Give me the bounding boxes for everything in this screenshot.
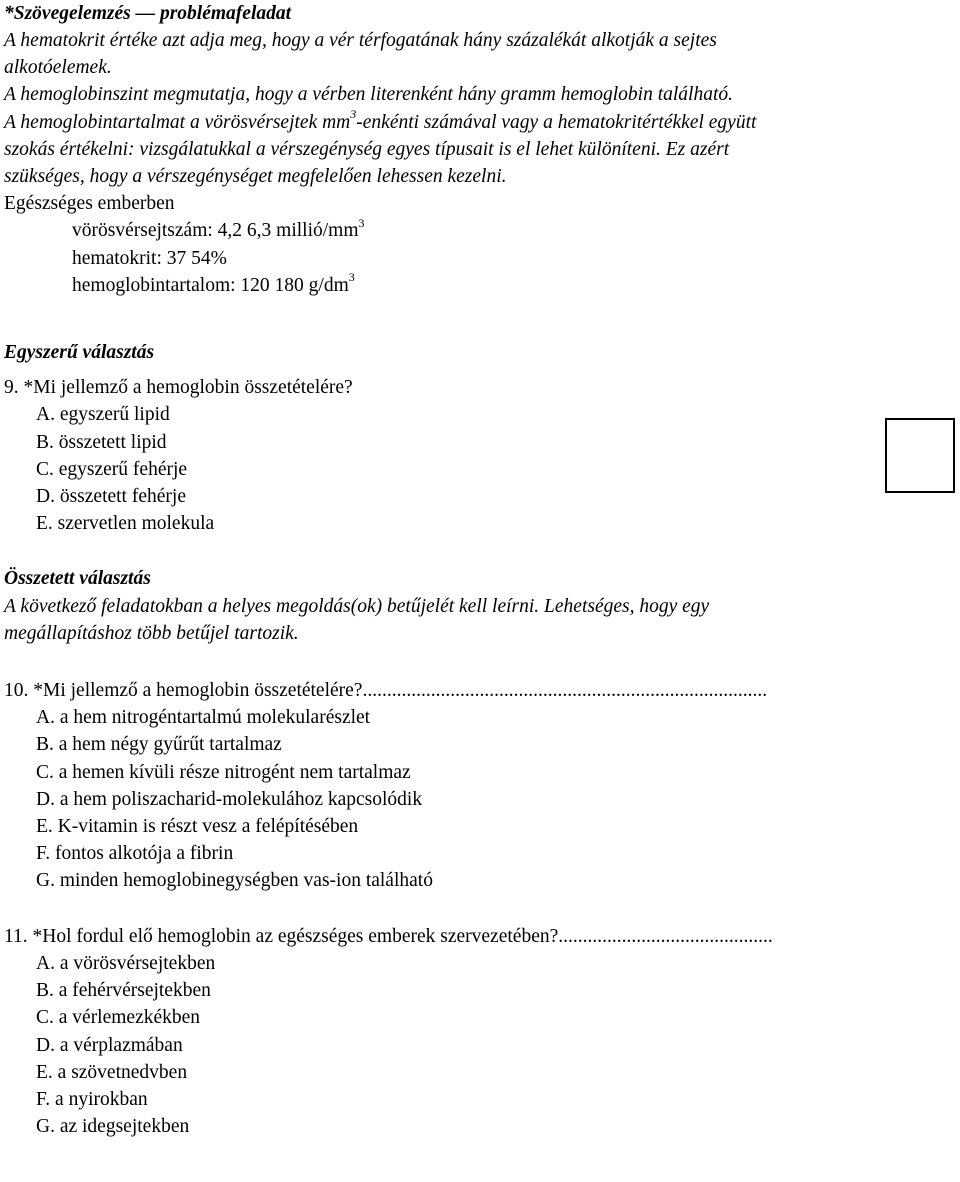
question-11-options — [4, 950, 956, 1140]
question-10-options — [4, 704, 956, 894]
intro-text — [4, 27, 956, 190]
option-11c: C. a vérlemezkékben — [36, 1007, 201, 1029]
option-10b: B. a hem négy gyűrűt tartalmaz — [36, 734, 282, 756]
option-11b: B. a fehérvérsejtekben — [36, 980, 211, 1002]
single-choice-heading: Egyszerű választás — [4, 342, 155, 364]
intro-evaluation-line3: szükséges, hogy a vérszegénységet megfelelően lehessen kezelni. — [4, 166, 507, 188]
multiple-choice-heading: Összetett választás — [4, 568, 151, 590]
intro-hemoglobin-level: A hemoglobinszint megmutatja, hogy a vérben literenként hány gramm hemoglobin található. — [4, 84, 733, 106]
page-title: *Szövegelemzés — problémafeladat — [4, 3, 292, 24]
multiple-choice-instruction-line2: megállapításhoz több betűjel tartozik. — [4, 622, 299, 644]
multiple-choice-instruction-line1: A következő feladatokban a helyes megoldás(ok) betűjelét kell leírni. Lehetséges, hogy egy — [4, 595, 710, 617]
intro-evaluation-line2: szokás értékelni: vizsgálatukkal a vérszegénység egyes típusait is el lehet különíteni. Ez azért — [4, 138, 730, 160]
answer-box-question-9[interactable] — [885, 418, 955, 493]
question-10: 10. *Mi jellemző a hemoglobin összetételére?................................................................................... — [4, 680, 768, 702]
question-9-options — [4, 401, 956, 537]
question-11: 11. *Hol fordul elő hemoglobin az egészséges emberek szervezetében?............................................ — [4, 925, 773, 947]
question-9: 9. *Mi jellemző a hemoglobin összetételére? — [4, 377, 353, 399]
intro-hematocrit-line2: alkotóelemek. — [4, 57, 112, 79]
option-10e: E. K-vitamin is részt vesz a felépítésében — [36, 816, 359, 838]
option-10a: A. a hem nitrogéntartalmú molekularészlet — [36, 707, 371, 729]
option-9c: C. egyszerű fehérje — [36, 458, 188, 480]
option-10c: C. a hemen kívüli része nitrogént nem tartalmaz — [36, 761, 411, 783]
healthy-values — [4, 190, 956, 299]
healthy-label: Egészséges emberben — [4, 193, 175, 215]
option-11e: E. a szövetnedvben — [36, 1061, 188, 1083]
option-10g: G. minden hemoglobinegységben vas-ion található — [36, 870, 433, 892]
intro-hematocrit-line1: A hematokrit értéke azt adja meg, hogy a vér térfogatának hány százalékát alkotják a sejtes — [4, 30, 717, 51]
option-11d: D. a vérplazmában — [36, 1034, 183, 1056]
option-11g: G. az idegsejtekben — [36, 1116, 190, 1138]
document-page — [4, 0, 956, 1140]
option-9b: B. összetett lipid — [36, 431, 167, 453]
option-10f: F. fontos alkotója a fibrin — [36, 843, 234, 865]
option-11f: F. a nyirokban — [36, 1088, 148, 1110]
option-9a: A. egyszerű lipid — [36, 404, 170, 426]
hematocrit-range: hematokrit: 37 54% — [72, 247, 227, 269]
intro-evaluation-line1: A hemoglobintartalmat a vörösvérsejtek $mm^3$-enkénti számával vagy a hematokritértékkel együtt — [4, 107, 757, 133]
option-11a: A. a vörösvérsejtekben — [36, 952, 216, 974]
hemoglobin-range: hemoglobintartalom: 120 180 $g/dm^3$ — [72, 270, 355, 296]
option-9d: D. összetett fehérje — [36, 486, 186, 508]
rbc-count: vörösvérsejtszám: 4,2 6,3 millió/$mm^3$ — [72, 215, 365, 242]
option-9e: E. szervetlen molekula — [36, 513, 215, 535]
option-10d: D. a hem poliszacharid-molekulához kapcsolódik — [36, 788, 423, 810]
